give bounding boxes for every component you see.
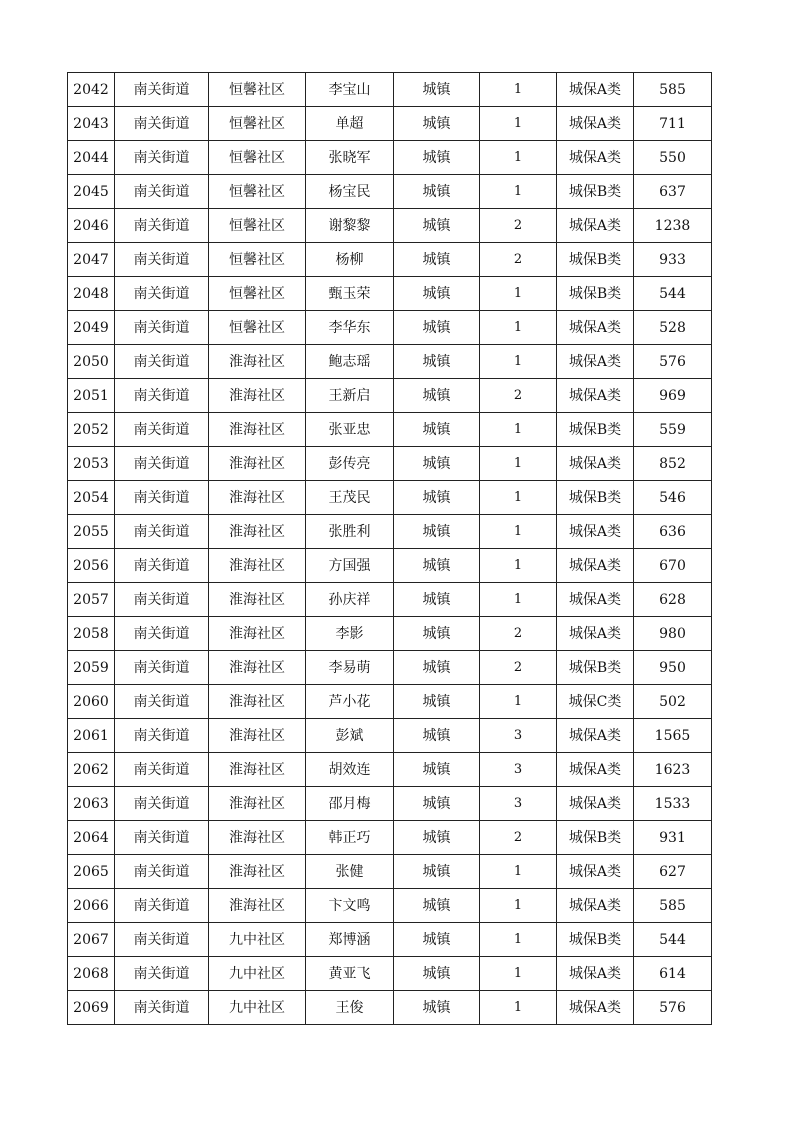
cell-street: 南关街道 — [115, 719, 209, 753]
cell-category: 城保A类 — [557, 107, 634, 141]
cell-category: 城保B类 — [557, 175, 634, 209]
cell-member-count: 1 — [480, 549, 557, 583]
cell-community: 淮海社区 — [209, 515, 306, 549]
cell-category: 城保A类 — [557, 447, 634, 481]
cell-person-name: 方国强 — [306, 549, 394, 583]
cell-member-count: 3 — [480, 719, 557, 753]
cell-record-id: 2067 — [68, 923, 115, 957]
table-row — [68, 549, 712, 583]
cell-household-type: 城镇 — [394, 379, 480, 413]
cell-category: 城保A类 — [557, 617, 634, 651]
cell-community: 淮海社区 — [209, 413, 306, 447]
table-row — [68, 583, 712, 617]
cell-person-name: 杨宝民 — [306, 175, 394, 209]
cell-member-count: 1 — [480, 413, 557, 447]
cell-record-id: 2057 — [68, 583, 115, 617]
cell-amount: 576 — [634, 991, 712, 1025]
cell-amount: 550 — [634, 141, 712, 175]
cell-record-id: 2046 — [68, 209, 115, 243]
table-row — [68, 685, 712, 719]
cell-amount: 711 — [634, 107, 712, 141]
cell-community: 淮海社区 — [209, 447, 306, 481]
cell-record-id: 2065 — [68, 855, 115, 889]
cell-street: 南关街道 — [115, 753, 209, 787]
cell-street: 南关街道 — [115, 175, 209, 209]
cell-street: 南关街道 — [115, 243, 209, 277]
cell-amount: 585 — [634, 889, 712, 923]
cell-amount: 559 — [634, 413, 712, 447]
table-row — [68, 515, 712, 549]
cell-community: 淮海社区 — [209, 651, 306, 685]
cell-amount: 544 — [634, 277, 712, 311]
cell-household-type: 城镇 — [394, 685, 480, 719]
cell-household-type: 城镇 — [394, 73, 480, 107]
cell-amount: 627 — [634, 855, 712, 889]
cell-community: 淮海社区 — [209, 481, 306, 515]
cell-amount: 636 — [634, 515, 712, 549]
cell-household-type: 城镇 — [394, 311, 480, 345]
cell-record-id: 2045 — [68, 175, 115, 209]
cell-person-name: 郑博涵 — [306, 923, 394, 957]
cell-street: 南关街道 — [115, 345, 209, 379]
cell-category: 城保A类 — [557, 549, 634, 583]
cell-street: 南关街道 — [115, 583, 209, 617]
table-row — [68, 787, 712, 821]
cell-community: 淮海社区 — [209, 889, 306, 923]
cell-category: 城保A类 — [557, 991, 634, 1025]
table-row — [68, 889, 712, 923]
cell-community: 淮海社区 — [209, 685, 306, 719]
cell-member-count: 1 — [480, 73, 557, 107]
cell-street: 南关街道 — [115, 107, 209, 141]
cell-household-type: 城镇 — [394, 855, 480, 889]
cell-amount: 969 — [634, 379, 712, 413]
cell-person-name: 王俊 — [306, 991, 394, 1025]
cell-member-count: 1 — [480, 957, 557, 991]
cell-record-id: 2064 — [68, 821, 115, 855]
cell-household-type: 城镇 — [394, 787, 480, 821]
cell-member-count: 1 — [480, 481, 557, 515]
table-row — [68, 379, 712, 413]
cell-amount: 1533 — [634, 787, 712, 821]
cell-street: 南关街道 — [115, 923, 209, 957]
table-row — [68, 73, 712, 107]
cell-street: 南关街道 — [115, 141, 209, 175]
cell-community: 淮海社区 — [209, 821, 306, 855]
cell-person-name: 杨柳 — [306, 243, 394, 277]
cell-record-id: 2055 — [68, 515, 115, 549]
cell-community: 淮海社区 — [209, 379, 306, 413]
cell-amount: 1623 — [634, 753, 712, 787]
cell-amount: 950 — [634, 651, 712, 685]
cell-category: 城保B类 — [557, 821, 634, 855]
cell-member-count: 1 — [480, 175, 557, 209]
cell-amount: 628 — [634, 583, 712, 617]
cell-record-id: 2051 — [68, 379, 115, 413]
cell-community: 九中社区 — [209, 991, 306, 1025]
cell-amount: 1238 — [634, 209, 712, 243]
cell-member-count: 3 — [480, 753, 557, 787]
cell-street: 南关街道 — [115, 549, 209, 583]
cell-street: 南关街道 — [115, 277, 209, 311]
cell-record-id: 2043 — [68, 107, 115, 141]
cell-person-name: 鲍志瑶 — [306, 345, 394, 379]
cell-member-count: 2 — [480, 209, 557, 243]
cell-member-count: 1 — [480, 311, 557, 345]
table-row — [68, 923, 712, 957]
cell-person-name: 韩正巧 — [306, 821, 394, 855]
cell-street: 南关街道 — [115, 311, 209, 345]
cell-category: 城保B类 — [557, 481, 634, 515]
cell-community: 淮海社区 — [209, 617, 306, 651]
table-row — [68, 651, 712, 685]
cell-community: 淮海社区 — [209, 583, 306, 617]
cell-amount: 931 — [634, 821, 712, 855]
cell-street: 南关街道 — [115, 991, 209, 1025]
cell-category: 城保A类 — [557, 889, 634, 923]
cell-community: 恒馨社区 — [209, 277, 306, 311]
cell-record-id: 2052 — [68, 413, 115, 447]
cell-community: 九中社区 — [209, 923, 306, 957]
cell-person-name: 王新启 — [306, 379, 394, 413]
table-row — [68, 719, 712, 753]
cell-household-type: 城镇 — [394, 889, 480, 923]
cell-street: 南关街道 — [115, 515, 209, 549]
cell-category: 城保B类 — [557, 651, 634, 685]
cell-record-id: 2056 — [68, 549, 115, 583]
cell-amount: 585 — [634, 73, 712, 107]
cell-record-id: 2042 — [68, 73, 115, 107]
cell-street: 南关街道 — [115, 685, 209, 719]
cell-category: 城保B类 — [557, 277, 634, 311]
table-row — [68, 447, 712, 481]
table-row — [68, 413, 712, 447]
cell-record-id: 2048 — [68, 277, 115, 311]
cell-member-count: 1 — [480, 515, 557, 549]
table-row — [68, 243, 712, 277]
table-row — [68, 821, 712, 855]
table-row — [68, 141, 712, 175]
cell-amount: 546 — [634, 481, 712, 515]
cell-record-id: 2047 — [68, 243, 115, 277]
cell-community: 恒馨社区 — [209, 107, 306, 141]
cell-street: 南关街道 — [115, 957, 209, 991]
cell-person-name: 谢黎黎 — [306, 209, 394, 243]
cell-community: 九中社区 — [209, 957, 306, 991]
cell-community: 淮海社区 — [209, 719, 306, 753]
cell-record-id: 2062 — [68, 753, 115, 787]
cell-household-type: 城镇 — [394, 107, 480, 141]
cell-street: 南关街道 — [115, 651, 209, 685]
cell-street: 南关街道 — [115, 787, 209, 821]
cell-household-type: 城镇 — [394, 651, 480, 685]
cell-person-name: 王茂民 — [306, 481, 394, 515]
cell-person-name: 邵月梅 — [306, 787, 394, 821]
table-row — [68, 107, 712, 141]
cell-category: 城保A类 — [557, 855, 634, 889]
cell-category: 城保A类 — [557, 73, 634, 107]
cell-person-name: 李易萌 — [306, 651, 394, 685]
cell-street: 南关街道 — [115, 889, 209, 923]
cell-record-id: 2053 — [68, 447, 115, 481]
table-row — [68, 209, 712, 243]
cell-category: 城保A类 — [557, 345, 634, 379]
cell-member-count: 1 — [480, 991, 557, 1025]
cell-household-type: 城镇 — [394, 583, 480, 617]
cell-person-name: 黄亚飞 — [306, 957, 394, 991]
cell-household-type: 城镇 — [394, 923, 480, 957]
cell-member-count: 2 — [480, 821, 557, 855]
cell-record-id: 2058 — [68, 617, 115, 651]
cell-person-name: 张胜利 — [306, 515, 394, 549]
cell-street: 南关街道 — [115, 379, 209, 413]
cell-amount: 614 — [634, 957, 712, 991]
cell-street: 南关街道 — [115, 855, 209, 889]
cell-member-count: 2 — [480, 379, 557, 413]
table-row — [68, 277, 712, 311]
cell-person-name: 张亚忠 — [306, 413, 394, 447]
cell-household-type: 城镇 — [394, 141, 480, 175]
cell-member-count: 2 — [480, 243, 557, 277]
cell-member-count: 1 — [480, 277, 557, 311]
cell-person-name: 单超 — [306, 107, 394, 141]
cell-household-type: 城镇 — [394, 617, 480, 651]
cell-street: 南关街道 — [115, 481, 209, 515]
cell-person-name: 芦小花 — [306, 685, 394, 719]
cell-street: 南关街道 — [115, 447, 209, 481]
cell-member-count: 1 — [480, 141, 557, 175]
cell-record-id: 2044 — [68, 141, 115, 175]
cell-amount: 502 — [634, 685, 712, 719]
cell-category: 城保C类 — [557, 685, 634, 719]
cell-community: 淮海社区 — [209, 753, 306, 787]
cell-community: 恒馨社区 — [209, 175, 306, 209]
table-row — [68, 753, 712, 787]
cell-amount: 670 — [634, 549, 712, 583]
table-row — [68, 481, 712, 515]
cell-household-type: 城镇 — [394, 345, 480, 379]
cell-community: 淮海社区 — [209, 345, 306, 379]
table-row — [68, 991, 712, 1025]
cell-amount: 544 — [634, 923, 712, 957]
cell-person-name: 李影 — [306, 617, 394, 651]
cell-category: 城保A类 — [557, 311, 634, 345]
cell-person-name: 李华东 — [306, 311, 394, 345]
cell-person-name: 彭斌 — [306, 719, 394, 753]
cell-amount: 852 — [634, 447, 712, 481]
table-row — [68, 617, 712, 651]
cell-category: 城保A类 — [557, 957, 634, 991]
cell-household-type: 城镇 — [394, 753, 480, 787]
cell-person-name: 孙庆祥 — [306, 583, 394, 617]
cell-member-count: 2 — [480, 651, 557, 685]
cell-record-id: 2050 — [68, 345, 115, 379]
cell-amount: 980 — [634, 617, 712, 651]
cell-household-type: 城镇 — [394, 243, 480, 277]
table-row — [68, 345, 712, 379]
cell-record-id: 2066 — [68, 889, 115, 923]
cell-person-name: 彭传亮 — [306, 447, 394, 481]
cell-person-name: 李宝山 — [306, 73, 394, 107]
cell-category: 城保A类 — [557, 787, 634, 821]
cell-amount: 933 — [634, 243, 712, 277]
cell-record-id: 2068 — [68, 957, 115, 991]
cell-person-name: 张晓军 — [306, 141, 394, 175]
cell-member-count: 1 — [480, 107, 557, 141]
roster-table-body — [68, 73, 712, 1025]
cell-community: 恒馨社区 — [209, 209, 306, 243]
cell-category: 城保B类 — [557, 243, 634, 277]
cell-category: 城保A类 — [557, 753, 634, 787]
cell-household-type: 城镇 — [394, 413, 480, 447]
cell-amount: 528 — [634, 311, 712, 345]
cell-community: 淮海社区 — [209, 787, 306, 821]
cell-community: 恒馨社区 — [209, 311, 306, 345]
cell-member-count: 1 — [480, 583, 557, 617]
cell-household-type: 城镇 — [394, 719, 480, 753]
cell-street: 南关街道 — [115, 209, 209, 243]
table-row — [68, 855, 712, 889]
cell-category: 城保A类 — [557, 515, 634, 549]
cell-category: 城保A类 — [557, 209, 634, 243]
cell-person-name: 甄玉荣 — [306, 277, 394, 311]
cell-street: 南关街道 — [115, 73, 209, 107]
cell-street: 南关街道 — [115, 413, 209, 447]
cell-member-count: 1 — [480, 447, 557, 481]
cell-community: 淮海社区 — [209, 855, 306, 889]
cell-household-type: 城镇 — [394, 549, 480, 583]
cell-household-type: 城镇 — [394, 515, 480, 549]
cell-amount: 576 — [634, 345, 712, 379]
cell-community: 恒馨社区 — [209, 73, 306, 107]
cell-amount: 1565 — [634, 719, 712, 753]
roster-table — [67, 72, 712, 1025]
cell-category: 城保A类 — [557, 583, 634, 617]
cell-category: 城保A类 — [557, 379, 634, 413]
cell-member-count: 1 — [480, 889, 557, 923]
cell-category: 城保A类 — [557, 141, 634, 175]
cell-household-type: 城镇 — [394, 957, 480, 991]
cell-household-type: 城镇 — [394, 991, 480, 1025]
cell-category: 城保B类 — [557, 413, 634, 447]
cell-record-id: 2060 — [68, 685, 115, 719]
cell-record-id: 2054 — [68, 481, 115, 515]
cell-household-type: 城镇 — [394, 447, 480, 481]
cell-household-type: 城镇 — [394, 277, 480, 311]
cell-record-id: 2059 — [68, 651, 115, 685]
cell-street: 南关街道 — [115, 821, 209, 855]
table-row — [68, 175, 712, 209]
cell-household-type: 城镇 — [394, 481, 480, 515]
cell-person-name: 卞文鸣 — [306, 889, 394, 923]
cell-community: 恒馨社区 — [209, 243, 306, 277]
cell-household-type: 城镇 — [394, 821, 480, 855]
cell-member-count: 1 — [480, 345, 557, 379]
table-row — [68, 311, 712, 345]
cell-record-id: 2063 — [68, 787, 115, 821]
cell-member-count: 2 — [480, 617, 557, 651]
cell-person-name: 张健 — [306, 855, 394, 889]
cell-category: 城保B类 — [557, 923, 634, 957]
cell-member-count: 1 — [480, 855, 557, 889]
cell-category: 城保A类 — [557, 719, 634, 753]
cell-person-name: 胡效连 — [306, 753, 394, 787]
cell-household-type: 城镇 — [394, 175, 480, 209]
cell-street: 南关街道 — [115, 617, 209, 651]
table-row — [68, 957, 712, 991]
cell-household-type: 城镇 — [394, 209, 480, 243]
cell-amount: 637 — [634, 175, 712, 209]
cell-record-id: 2061 — [68, 719, 115, 753]
cell-member-count: 3 — [480, 787, 557, 821]
cell-community: 恒馨社区 — [209, 141, 306, 175]
cell-member-count: 1 — [480, 685, 557, 719]
cell-community: 淮海社区 — [209, 549, 306, 583]
cell-record-id: 2069 — [68, 991, 115, 1025]
cell-member-count: 1 — [480, 923, 557, 957]
cell-record-id: 2049 — [68, 311, 115, 345]
